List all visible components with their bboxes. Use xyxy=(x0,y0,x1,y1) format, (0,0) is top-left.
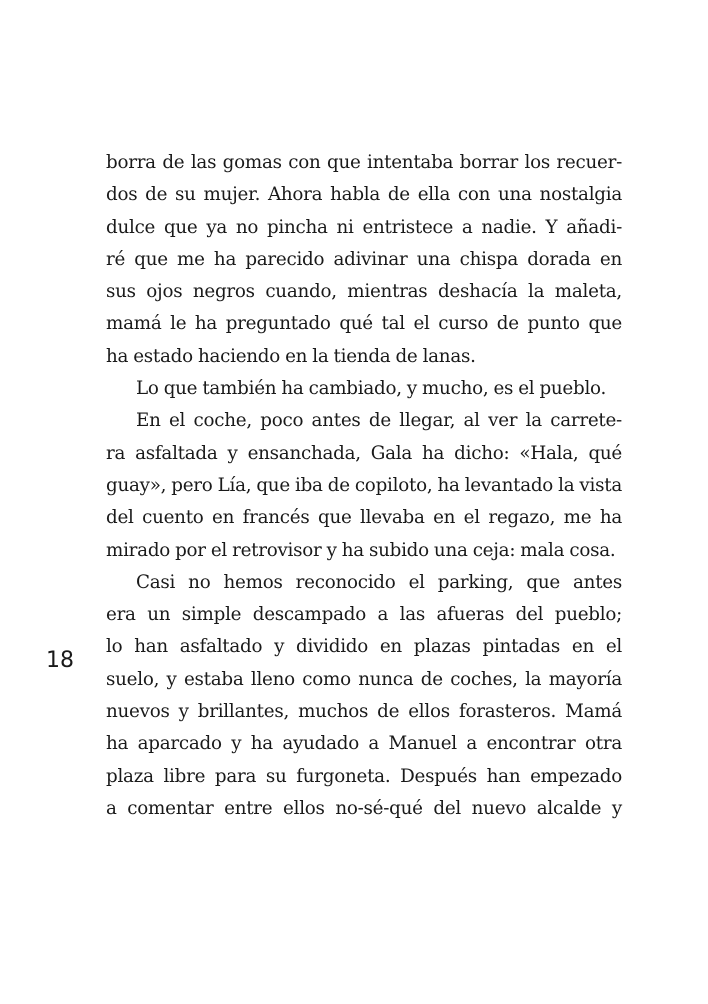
text-line: guay», pero Lía, que iba de copiloto, ha levantado la vista xyxy=(106,474,622,496)
text-line: dos de su mujer. Ahora habla de ella con una nostalgia xyxy=(106,184,622,206)
text-line: sus ojos negros cuando, mientras deshacía la maleta, xyxy=(106,281,622,303)
text-line: borra de las gomas con que intentaba borrar los recuer- xyxy=(106,152,622,173)
text-line: nuevos y brillantes, muchos de ellos forasteros. Mamá xyxy=(106,701,622,723)
page-number: 18 xyxy=(46,648,74,673)
body-text xyxy=(106,147,622,825)
text-line: del cuento en francés que llevaba en el regazo, me ha xyxy=(106,507,622,529)
text-line: a comentar entre ellos no-sé-qué del nuevo alcalde y xyxy=(106,797,622,819)
text-line: suelo, y estaba lleno como nunca de coches, la mayoría xyxy=(106,668,622,690)
paragraph-line: En el coche, poco antes de llegar, al ver la carrete- xyxy=(136,410,622,432)
text-line: ra asfaltada y ensanchada, Gala ha dicho: «Hala, qué xyxy=(106,442,622,464)
paragraph-line: Casi no hemos reconocido el parking, que antes xyxy=(136,571,622,593)
text-line: mamá le ha preguntado qué tal el curso de punto que xyxy=(106,313,622,335)
text-line: mirado por el retrovisor y ha subido una ceja: mala cosa. xyxy=(106,539,616,561)
text-line: plaza libre para su furgoneta. Después han empezado xyxy=(106,765,622,787)
paragraph-line: Lo que también ha cambiado, y mucho, es el pueblo. xyxy=(136,378,607,400)
text-line: ha estado haciendo en la tienda de lanas. xyxy=(106,345,476,367)
text-line: ré que me ha parecido adivinar una chispa dorada en xyxy=(106,248,622,270)
text-line: era un simple descampado a las afueras del pueblo; xyxy=(106,604,622,626)
text-line: lo han asfaltado y dividido en plazas pintadas en el xyxy=(106,636,622,658)
text-line: ha aparcado y ha ayudado a Manuel a encontrar otra xyxy=(106,733,622,755)
text-line: dulce que ya no pincha ni entristece a nadie. Y añadi- xyxy=(106,216,622,238)
